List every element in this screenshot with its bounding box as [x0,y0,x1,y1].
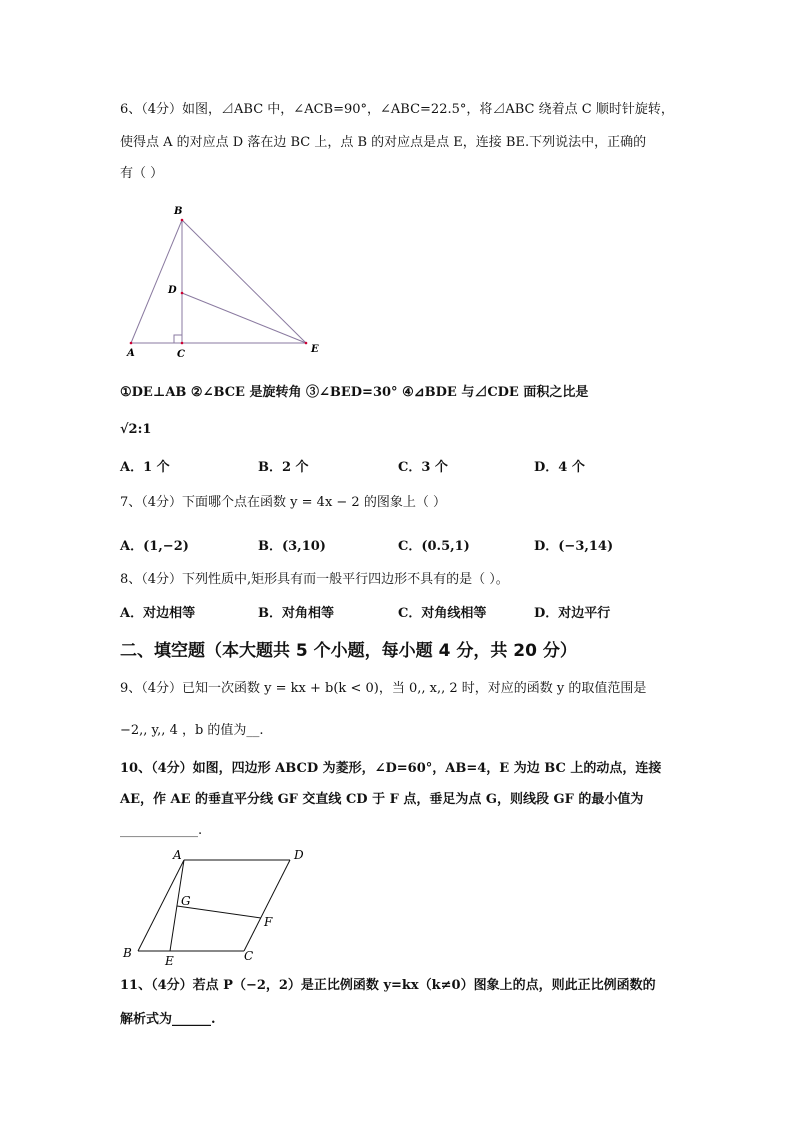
q8-text: 8、（4分）下列性质中,矩形具有而一般平行四边形不具有的是（ ）。 [120,572,509,587]
q8-option-b[interactable]: B．对角相等 [258,606,334,621]
q10-rhombus-figure [118,845,318,970]
q8-option-d[interactable]: D．对边平行 [534,606,611,621]
label-D: D [168,285,177,296]
q7-option-c[interactable]: C．(0.5,1) [398,539,470,554]
q7-option-d[interactable]: D．(−3,14) [534,539,614,554]
q6-statements: ①DE⊥AB ②∠BCE 是旋转角 ③∠BED=30° ④⊿BDE 与⊿CDE 面积之比是 [120,385,589,400]
q11-line2: 解析式为______. [120,1012,216,1027]
q6-line3: 有（ ） [120,166,164,181]
section-title: 二、填空题（本大题共 5 个小题，每小题 4 分，共 20 分） [120,641,577,661]
q7-option-a[interactable]: A．(1,−2) [120,539,189,554]
q10-line1: 10、（4分）如图，四边形 ABCD 为菱形，∠D=60°，AB=4，E 为边 BC 上的动点，连接 [120,761,662,776]
q6-line2: 使得点 A 的对应点 D 落在边 BC 上，点 B 的对应点是点 E，连接 BE.下列说法中，正确的 [120,135,647,150]
q7-text: 7、（4分）下面哪个点在函数 y = 4x − 2 的图象上（ ） [120,495,446,510]
q8-option-c[interactable]: C．对角线相等 [398,606,487,621]
label-C: C [244,949,254,963]
label-D: D [294,848,304,862]
q10-line3: ____________. [120,823,203,838]
q6-option-a[interactable]: A．1 个 [120,460,170,475]
label-A: A [173,848,182,862]
label-B: B [123,946,132,960]
q9-line1: 9、（4分）已知一次函数 y = kx + b(k < 0)，当 0,, x,, 2 时，对应的函数 y 的取值范围是 [120,681,647,696]
q6-option-c[interactable]: C．3 个 [398,460,448,475]
q6-line1: 6、（4分）如图，⊿ABC 中，∠ACB=90°，∠ABC=22.5°，将⊿ABC 绕着点 C 顺时针旋转， [120,102,674,117]
q11-line1: 11、（4分）若点 P（−2，2）是正比例函数 y=kx（k≠0）图象上的点，则此正比例函数的 [120,978,656,993]
label-C: C [177,349,185,360]
q9-line2: −2,, y,, 4 ，b 的值为__. [120,723,264,738]
q6-option-b[interactable]: B．2 个 [258,460,309,475]
q7-option-b[interactable]: B．(3,10) [258,539,326,554]
label-E: E [311,344,319,355]
q10-line2: AE，作 AE 的垂直平分线 GF 交直线 CD 于 F 点，垂足为点 G，则线段 GF 的最小值为 [120,792,644,807]
label-B: B [174,206,183,217]
q6-option-d[interactable]: D．4 个 [534,460,585,475]
q6-statement4-tail: √2:1 [120,422,152,437]
q8-option-a[interactable]: A．对边相等 [120,606,196,621]
label-G: G [181,894,191,908]
label-A: A [127,348,135,359]
label-E: E [165,954,174,968]
label-F: F [264,915,273,929]
q6-triangle-figure [118,200,338,365]
